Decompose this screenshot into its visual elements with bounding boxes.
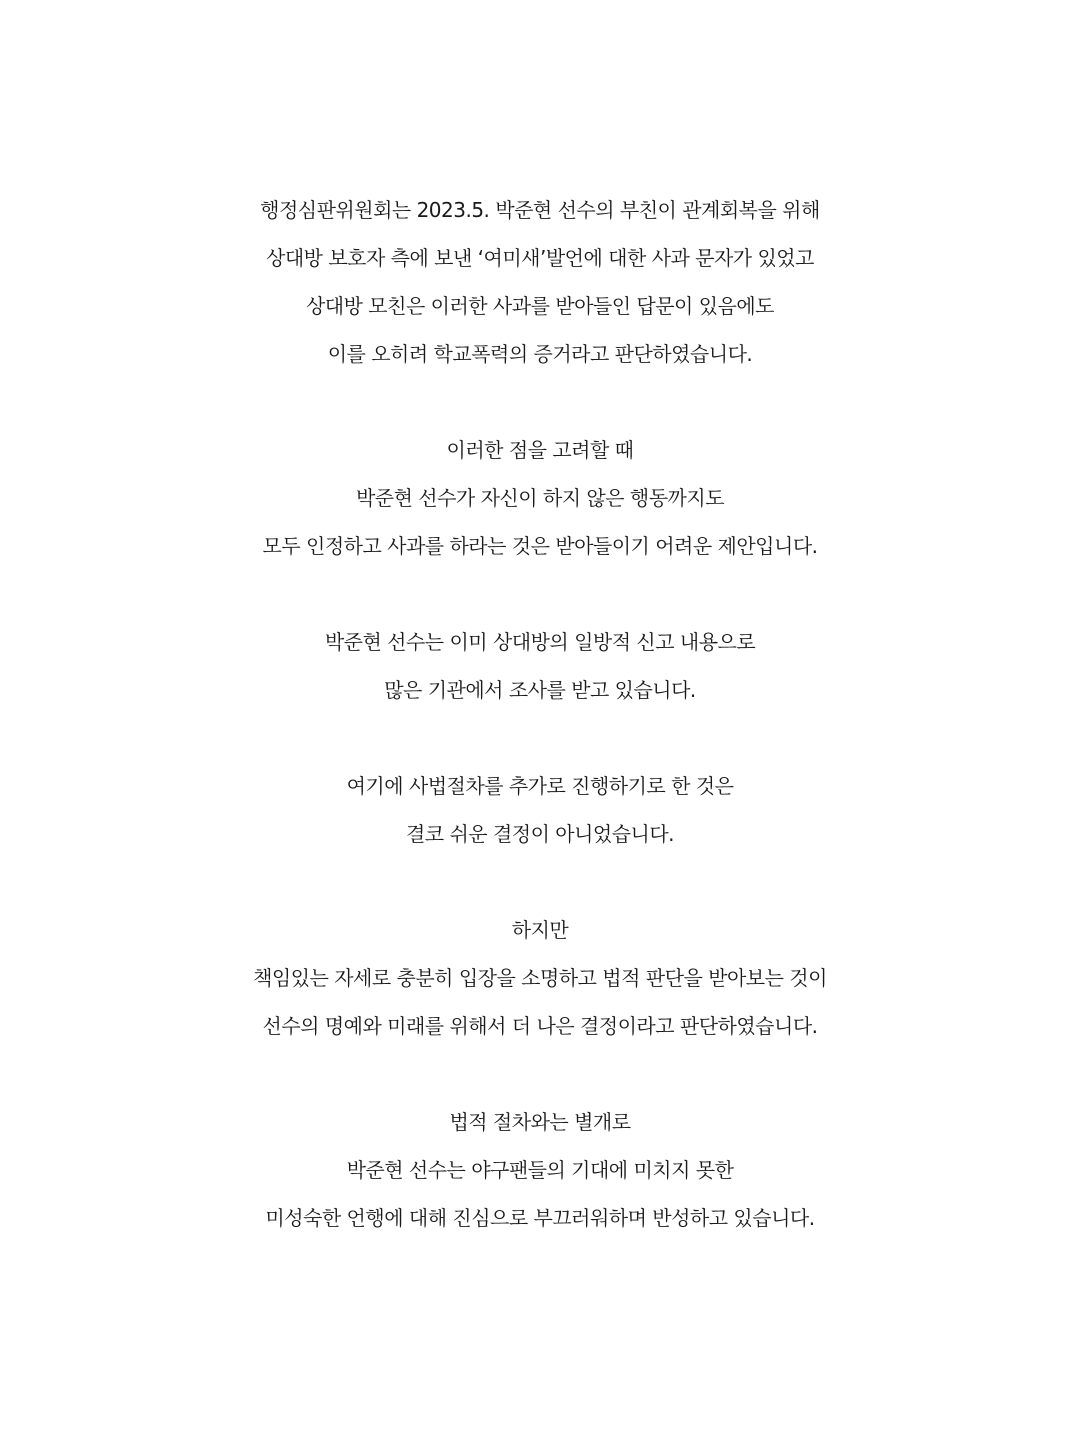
text-line: 선수의 명예와 미래를 위해서 더 나은 결정이라고 판단하였습니다. [262, 1014, 818, 1038]
text-line: 책임있는 자세로 충분히 입장을 소명하고 법적 판단을 받아보는 것이 [253, 966, 827, 990]
text-line: 하지만 [511, 918, 569, 942]
paragraph-investigations [0, 618, 1080, 714]
text-line: 이러한 점을 고려할 때 [446, 438, 634, 462]
text-line: 박준현 선수가 자신이 하지 않은 행동까지도 [355, 486, 725, 510]
paragraph-administrative-ruling [0, 186, 1080, 378]
paragraph-consideration [0, 426, 1080, 570]
text-line: 상대방 모친은 이러한 사과를 받아들인 답문이 있음에도 [305, 294, 774, 318]
text-line: 상대방 보호자 측에 보낸 ‘여미새’발언에 대한 사과 문자가 있었고 [266, 246, 814, 270]
text-line: 박준현 선수는 이미 상대방의 일방적 신고 내용으로 [324, 630, 756, 654]
text-line: 여기에 사법절차를 추가로 진행하기로 한 것은 [346, 774, 734, 798]
statement-body [0, 186, 1080, 1242]
text-line: 미성숙한 언행에 대해 진심으로 부끄러워하며 반성하고 있습니다. [265, 1206, 815, 1230]
text-line: 결코 쉬운 결정이 아니었습니다. [405, 822, 675, 846]
paragraph-responsibility [0, 906, 1080, 1050]
text-line: 법적 절차와는 별개로 [449, 1110, 631, 1134]
text-line: 박준현 선수는 야구팬들의 기대에 미치지 못한 [346, 1158, 734, 1182]
paragraph-apology [0, 1098, 1080, 1242]
text-line: 많은 기관에서 조사를 받고 있습니다. [384, 678, 696, 702]
paragraph-legal-decision [0, 762, 1080, 858]
text-line: 모두 인정하고 사과를 하라는 것은 받아들이기 어려운 제안입니다. [262, 534, 818, 558]
text-line: 행정심판위원회는 2023.5. 박준현 선수의 부친이 관계회복을 위해 [260, 198, 820, 222]
text-line: 이를 오히려 학교폭력의 증거라고 판단하였습니다. [327, 342, 753, 366]
